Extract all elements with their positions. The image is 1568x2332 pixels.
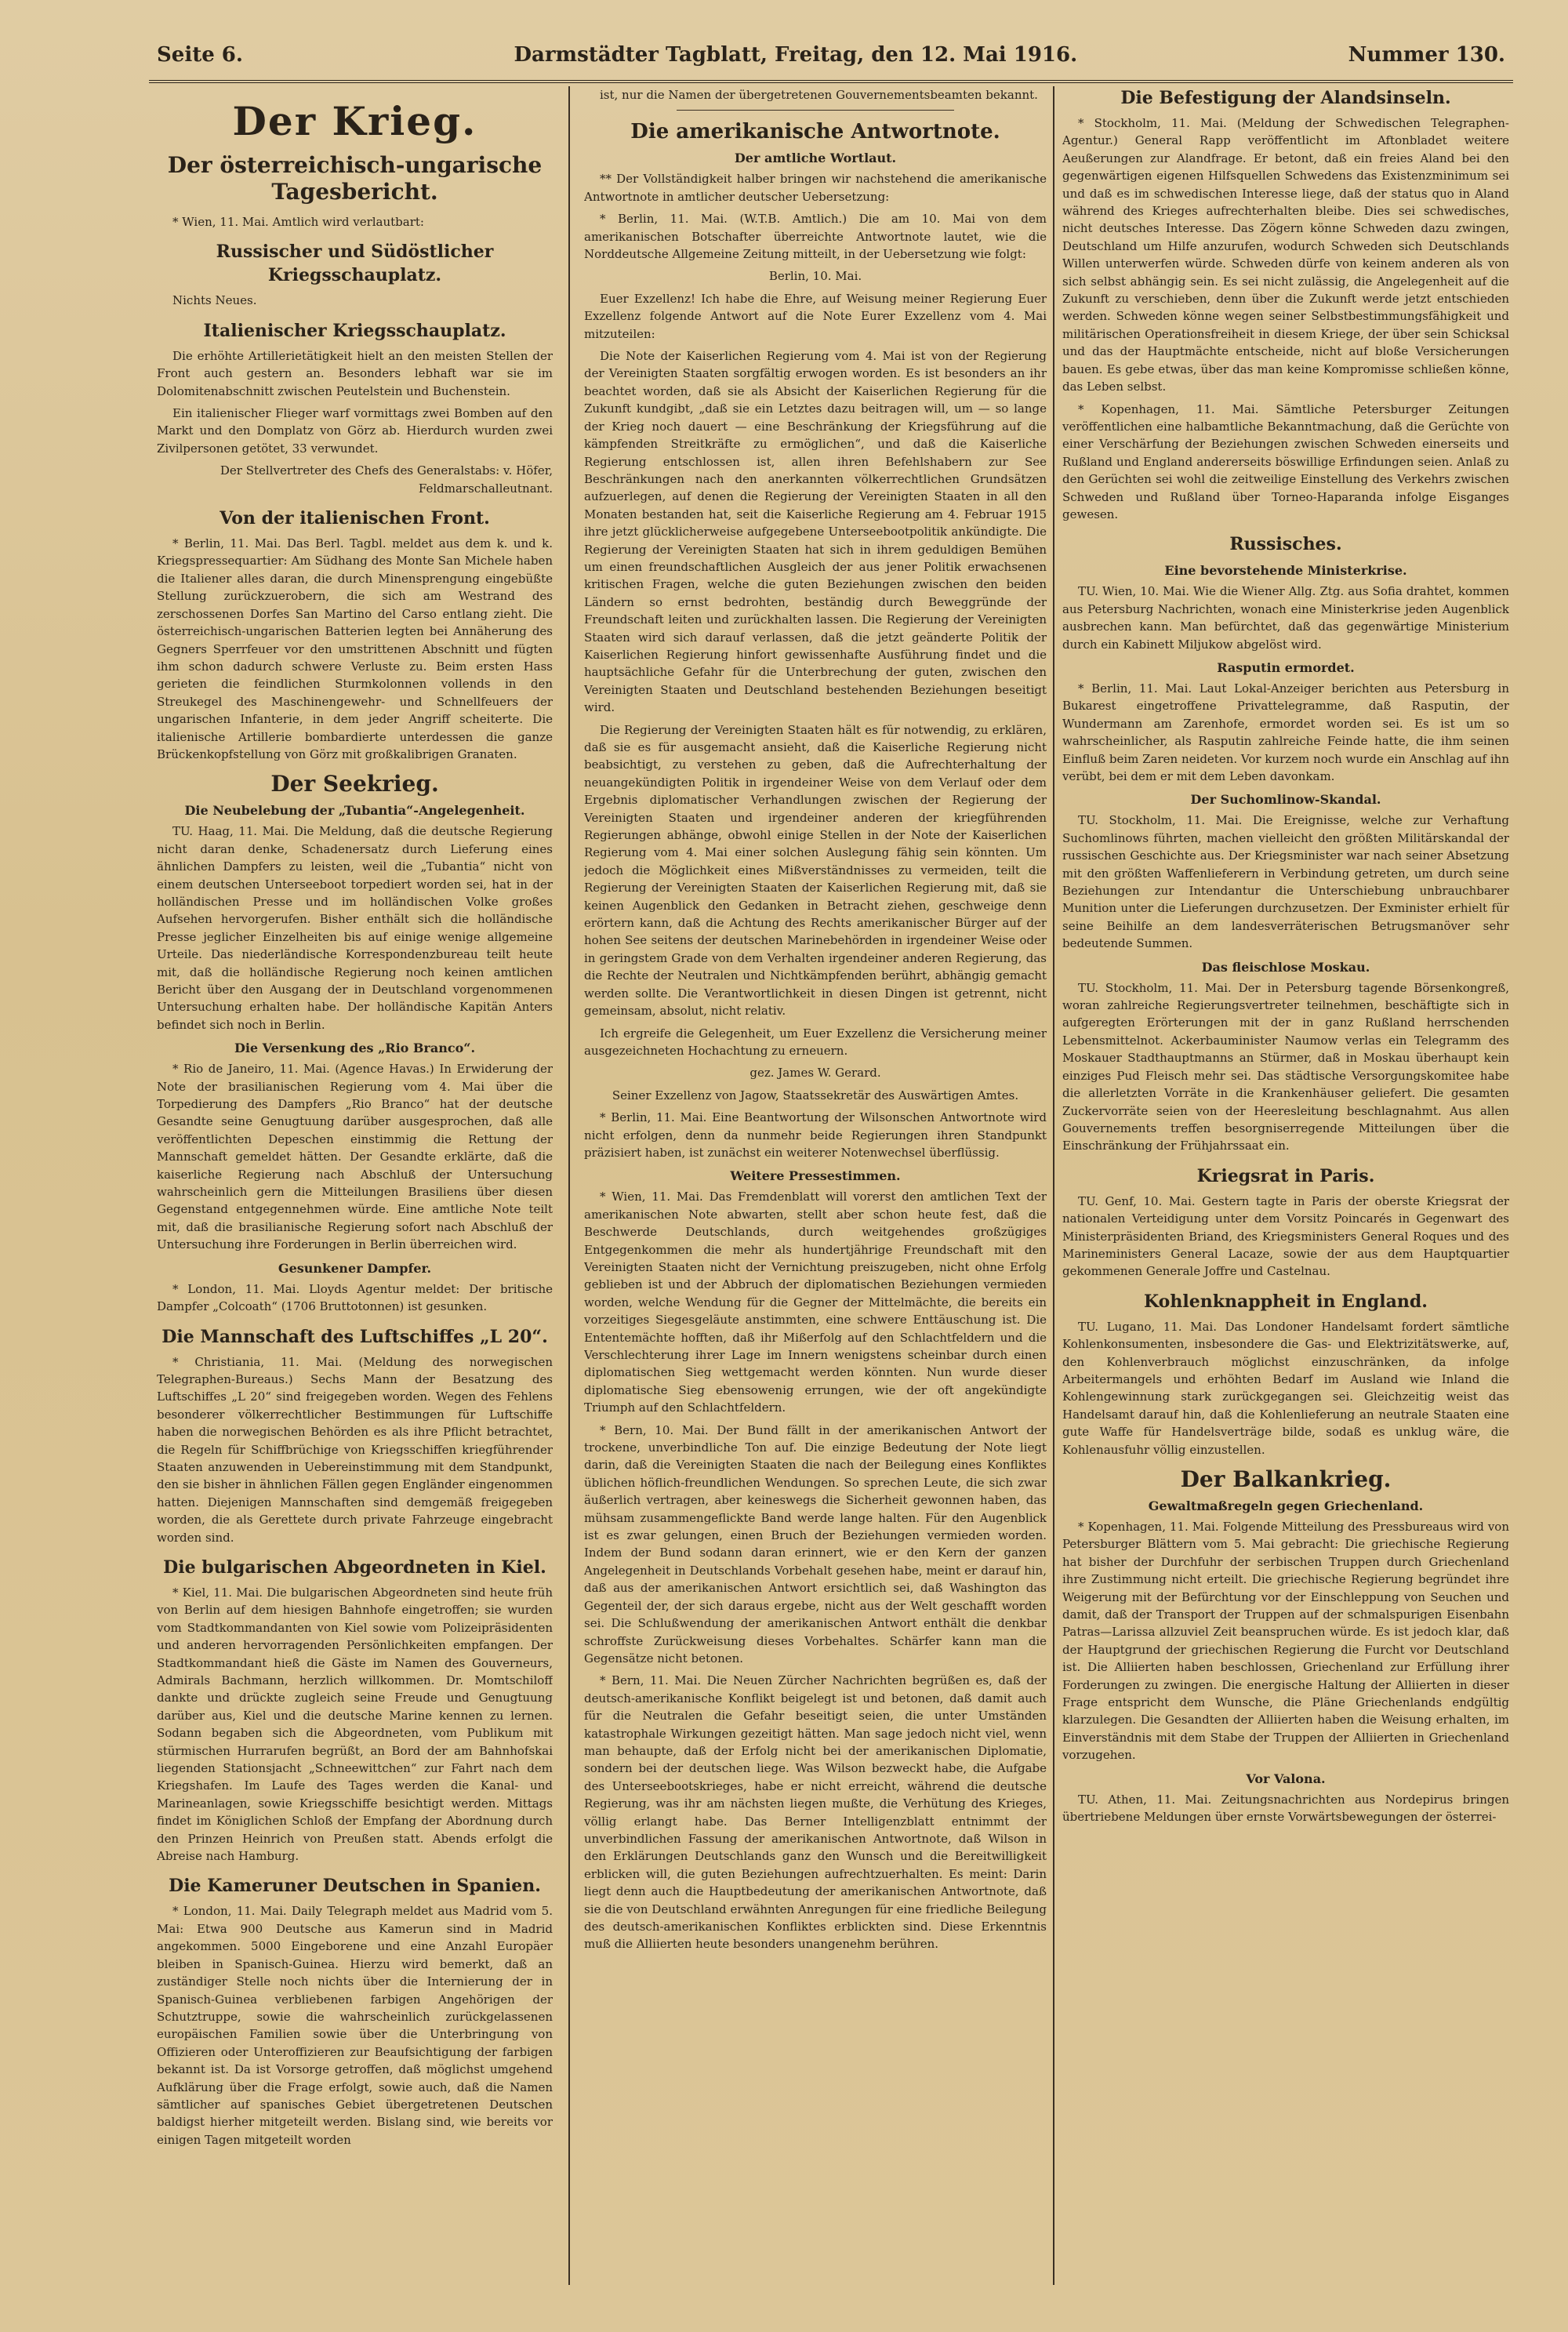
paragraph: * Bern, 11. Mai. Die Neuen Zürcher Nachrichten begrüßen es, daß der deutsch-amerikanische Konflikt beigelegt ist und betonen, daß damit auch für die Neutralen die Gefahr beseitigt seien, die unter Umständen katastrophale Wirkungen gezeitigt hätten. Man sage jedoch nicht viel, wenn man behaupte, daß der Erfolg nicht bei der amerikanischen Diplomatie, sondern bei der deutschen liege. Was Wilson bezweckt habe, die Aufgabe des Unterseebootskrieges, habe er nicht erreicht, während die deutsche Regierung, was ihr am nächsten liegen mußte, die Verhütung des Krieges, völlig erlangt habe. Das Berner Intelligenzblatt entnimmt der unverbindlichen Fassung der amerikanischen Antwortnote, daß Wilson in den Erklärungen Deutschlands ganz den Wunsch und die Bereitwilligkeit erblicken will, die guten Beziehungen aufrechtzuerhalten. Es meint: Darin liegt denn auch die Hauptbedeutung der amerikanischen Antwortnote, daß sie die von Deutschland erwähnten Anregungen für eine friedliche Beilegung des deutsch-amerikanischen Konfliktes erblickten sind. Diese Erkenntnis muß die Alliierten heute besonders unangenehm berühren. [584, 1673, 1047, 1952]
column-1 [157, 86, 553, 2293]
paragraph: Die Regierung der Vereinigten Staaten hält es für notwendig, zu erklären, daß sie es für ausgemacht ansieht, daß die Kaiserliche Regierung nicht beabsichtigt, zu verstehen zu geben, daß die Aufrechterhaltung der neuangekündigten Politik in irgendeiner Weise von dem Verlauf oder dem Ergebnis diplomatischer Verhandlungen zwischen der Regierung der Vereinigten Staaten und irgendeiner anderen der kriegführenden Regierungen abhänge, obwohl einige Stellen in der Note der Kaiserlichen Regierung vom 4. Mai einer solchen Auslegung fähig sein könnten. Um jedoch die Möglichkeit eines Mißverständnisses zu vermeiden, teilt die Regierung der Vereinigten Staaten der Kaiserlichen Regierung mit, daß sie keinen Augenblick den Gedanken in Betracht ziehen, geschweige denn erörtern kann, daß die Achtung des Rechts amerikanischer Bürger auf der hohen See seitens der deutschen Marinebehörden in irgendeiner Weise oder in geringstem Grade von dem Verhalten irgendeiner anderen Regierung, das die Rechte der Neutralen und Nichtkämpfenden berührt, abhängig gemacht werden sollte. Die Verantwortlichkeit in diesen Dingen ist getrennt, nicht gemeinsam, absolut, nicht relativ. [584, 722, 1047, 1019]
section-heading: Die Befestigung der Alandsinseln. [1120, 88, 1451, 108]
paragraph: * Wien, 11. Mai. Das Fremdenblatt will vorerst den amtlichen Text der amerikanischen Note abwarten, stellt aber schon heute fest, daß die Beschwerde Deutschlands, durch weitgehendes großzügiges Entgegenkommen die mehr als hundertjährige Freundschaft mit den Vereinigten Staaten nicht der Vernichtung preiszugeben, nicht ohne Erfolg geblieben ist und der Abbruch der diplomatischen Beziehungen vermieden worden, welche Wendung für die Gegner der Mittelmächte, die bereits ein vorzeitiges Siegesgeläute anstimmten, eine schwere Enttäuschung ist. Die Ententemächte hofften, daß ihr Mißerfolg auf den Schlachtfeldern und die Verschlechterung ihrer Lage im Innern wenigstens scheinbar durch einen diplomatischen Sieg wettgemacht werden könnten. Nun wurde dieser diplomatische Sieg ebensowenig errungen, wie der oft angekündigte Triumph auf den Schlachtfeldern. [584, 1190, 1047, 1415]
paragraph: Ich ergreife die Gelegenheit, um Euer Exzellenz die Versicherung meiner ausgezeichneten Hochachtung zu erneuern. [584, 1026, 1047, 1058]
subsection-heading: Gewaltmaßregeln gegen Griechenland. [1148, 1498, 1424, 1513]
column-2 [584, 86, 1047, 2293]
subsection-heading: Eine bevorstehende Ministerkrise. [1164, 563, 1407, 579]
paragraph: * Rio de Janeiro, 11. Mai. (Agence Havas.) In Erwiderung der Note der brasilianischen Regierung vom 4. Mai über die Torpedierung des Dampfers „Rio Branco“ hat der deutsche Gesandte seine Genugtuung darüber ausgesprochen, daß alle veröffentlichten Depeschen einstimmig die Rettung der Mannschaft gemeldet hätten. Der Gesandte erklärte, daß die kaiserliche Regierung nach Abschluß der Untersuchung wahrscheinlich gern die Mitteilungen Brasiliens über diesen Gegenstand entgegennehmen würde. Eine amtliche Note teilt mit, daß die brasilianische Regierung sofort nach Abschluß der Untersuchung ihre Forderungen in Berlin überreichen wird. [157, 1062, 553, 1252]
paragraph: ist, nur die Namen der übergetretenen Gouvernementsbeamten bekannt. [600, 88, 1038, 102]
main-headline: Der Krieg. [232, 98, 477, 144]
section-heading: Russischer und Südöstlicher Kriegsschauplatz. [216, 242, 494, 286]
section-heading: Die bulgarischen Abgeordneten in Kiel. [163, 1556, 546, 1578]
addressee: Seiner Exzellenz von Jagow, Staatssekretär des Auswärtigen Amtes. [612, 1088, 1019, 1102]
signature: gez. James W. Gerard. [750, 1066, 881, 1081]
page-number: Seite 6. [157, 43, 243, 67]
paragraph: * Kopenhagen, 11. Mai. Sämtliche Petersburger Zeitungen veröffentlichen eine halbamtliche Bekanntmachung, daß die Gerüchte von einer Verschärfung der Beziehungen zwischen Schweden einerseits und Rußland und England andererseits böswillige Erfindungen seien. Anlaß zu den Gerüchten sei wohl die zeitweilige Einstellung des Verkehrs zwischen Schweden und Rußland über Torneo-Haparanda infolge Eisganges gewesen. [1062, 401, 1509, 521]
section-heading: Der Seekrieg. [270, 771, 439, 797]
paragraph: * Kiel, 11. Mai. Die bulgarischen Abgeordneten sind heute früh von Berlin auf dem hiesigen Bahnhofe eingetroffen; sie wurden vom Stadtkommandanten von Kiel sowie vom Polizeipräsidenten und anderen hervorragenden Persönlichkeiten empfangen. Der Stadtkommandant hieß die Gäste im Namen des Gouverneurs, Admirals Bachmann, herzlich willkommen. Dr. Momtschiloff dankte und drückte zugleich seine Freude und Genugtuung darüber aus, Kiel und die deutsche Marine kennen zu lernen. Sodann begaben sich die Abgeordneten, vom Publikum mit stürmischen Hurrarufen begrüßt, an Bord der am Bahnhofskai liegenden Stationsjacht „Schneewittchen“ zur Fahrt nach dem Kriegshafen. Im Laufe des Tages werden die Kanal- und Marineanlagen, sowie Kriegsschiffe besichtigt werden. Mittags findet im Königlichen Schloß der Empfang der Abordnung durch den Prinzen Heinrich von Preußen statt. Abends erfolgt die Abreise nach Hamburg. [157, 1585, 553, 1864]
section-heading: Die amerikanische Antwortnote. [630, 120, 1000, 144]
section-heading: Italienischer Kriegsschauplatz. [203, 320, 506, 341]
paragraph: * London, 11. Mai. Lloyds Agentur meldet: Der britische Dampfer „Colcoath“ (1706 Bruttotonnen) ist gesunken. [157, 1281, 553, 1314]
sub-headline: Der österreichisch-ungarische Tagesbericht. [167, 152, 543, 205]
subsection-heading: Die Neubelebung der „Tubantia“-Angelegenheit. [184, 803, 525, 819]
subsection-heading: Die Versenkung des „Rio Branco“. [234, 1041, 476, 1056]
paragraph: * Berlin, 11. Mai. (W.T.B. Amtlich.) Die am 10. Mai von dem amerikanischen Botschafter überreichte Antwortnote lautet, wie die Norddeutsche Allgemeine Zeitung mitteilt, in der Uebersetzung wie folgt: [584, 212, 1047, 262]
section-heading: Von der italienischen Front. [220, 508, 490, 529]
paragraph: * Bern, 10. Mai. Der Bund fällt in der amerikanischen Antwort der trockene, unverbindliche Ton auf. Die einzige Bedeutung der Note liegt darin, daß die Vereinigten Staaten die nach der Beilegung eines Konfliktes üblichen höflich-freundlichen Wendungen. So sprechen Leute, die sich zwar äußerlich vertragen, aber keineswegs die Sicherheit gewonnen haben, das mühsam zusammengeflickte Band werde lange halten. Für den Augenblick ist es zwar gelungen, einen Bruch der Beziehungen vermieden worden. Indem der Bund sodann daran erinnert, wie er den Kern der ganzen Angelegenheit in Deutschlands Vorbehalt gesehen habe, meint er darauf hin, daß aus der amerikanischen Antwort ersichtlich sei, daß Washington das Gegenteil der, der sich daraus ergebe, nicht aus der Welt geschafft worden sei. Die Schlußwendung der amerikanischen Antwort enthält die denkbar schroffste Zurückweisung dieses Vorbehaltes. Schärfer kann man die Gegensätze nicht betonen. [584, 1422, 1047, 1665]
paragraph: Euer Exzellenz! Ich habe die Ehre, auf Weisung meiner Regierung Euer Exzellenz folgende Antwort auf die Note Eurer Exzellenz vom 4. Mai mitzuteilen: [584, 291, 1047, 341]
dateline: Berlin, 10. Mai. [768, 269, 862, 284]
paragraph: * Kopenhagen, 11. Mai. Folgende Mitteilung des Pressbureaus wird von Petersburger Blättern vom 5. Mai gebracht: Die griechische Regierung hat bisher der Durchfuhr der serbischen Truppen durch Griechenland ihre Zustimmung nicht erteilt. Die griechische Regierung begründet ihre Weigerung mit der Befürchtung vor der Einschleppung von Seuchen und damit, daß der Transport der Truppen auf der schmalspurigen Eisenbahn Patras—Larissa allzuviel Zeit beanspruchen würde. Es ist jedoch klar, daß der Hauptgrund der griechischen Regierung die Furcht vor Deutschland ist. Die Alliierten haben beschlossen, Griechenland zur Erfüllung ihrer Forderungen zu zwingen. Die energische Haltung der Alliierten in dieser Frage entspricht dem Wunsche, die Pläne Griechenlands endgültig klarzulegen. Die Gesandten der Alliierten haben die Weisung erhalten, im Einverständnis mit dem Stabe der Truppen der Alliierten in Griechenland vorzugehen. [1062, 1520, 1509, 1763]
subsection-heading: Weitere Pressestimmen. [730, 1168, 901, 1184]
issue-number: Nummer 130. [1348, 43, 1505, 67]
paragraph: Die Note der Kaiserlichen Regierung vom 4. Mai ist von der Regierung der Vereinigten Staaten sorgfältig erwogen worden. Es ist besonders an ihr beachtet worden, daß sie als Absicht der Kaiserlichen Regierung für die Zukunft kundgibt, „daß sie ein Letztes dazu beitragen will, um — so lange der Krieg noch dauert — eine Beschränkung der Kriegsführung auf die kämpfenden Streitkräfte zu ermöglichen“, und daß die Kaiserliche Regierung entschlossen ist, allen ihren Befehlshabern zur See Beschränkungen nach den anerkannten völkerrechtlichen Grundsätzen aufzuerlegen, auf denen die Regierung der Vereinigten Staaten in all den Monaten bestanden hat, seit die Kaiserliche Regierung am 4. Februar 1915 ihre jetzt glücklicherweise aufgegebene Unterseebootpolitik ankündigte. Die Regierung der Vereinigten Staaten hat sich in ihrem geduldigen Bemühen um einen freundschaftlichen Ausgleich der aus jener Politik erwachsenen kritischen Fragen, welche die guten Beziehungen zwischen den beiden Ländern so ernst bedrohten, beständig durch Beweggründe der Freundschaft leiten und zurückhalten lassen. Die Regierung der Vereinigten Staaten wird sich darauf verlassen, daß die jetzt geänderte Politik der Kaiserlichen Regierung hinfort gewissenhafte Ausführung findet und die hauptsächliche Gefahr für die Unterbrechung der guten, zwischen den Vereinigten Staaten und Deutschland bestehenden Beziehungen beseitigt wird. [584, 349, 1047, 715]
signature: Der Stellvertreter des Chefs des Generalstabs: v. Höfer, Feldmarschalleutnant. [220, 463, 553, 496]
column-3 [1062, 86, 1509, 2293]
header-rule [149, 80, 1513, 83]
subsection-heading: Rasputin ermordet. [1217, 659, 1355, 675]
paragraph: * Berlin, 11. Mai. Laut Lokal-Anzeiger berichten aus Petersburg in Bukarest eingetroffene Privattelegramme, daß Rasputin, der Wundermann am Zarenhofe, ermordet worden sei. Es ist um so wahrscheinlicher, als Rasputin zahlreiche Feinde hatte, die ihm seinen Einfluß beim Zaren neideten. Vor kurzem noch wurde ein Anschlag auf ihn verübt, bei dem er mit dem Leben davonkam. [1062, 681, 1509, 783]
section-heading: Russisches. [1229, 534, 1342, 555]
paragraph: TU. Lugano, 11. Mai. Das Londoner Handelsamt fordert sämtliche Kohlenkonsumenten, insbesondere die Gas- und Elektrizitätswerke, auf, den Kohlenverbrauch möglichst einzuschränken, da infolge Arbeitermangels und erhöhten Bedarf im Ausland wie Inland die Kohlengewinnung stark zurückgegangen sei. Gleichzeitig weist das Handelsamt darauf hin, daß die Kohlenlieferung an neutrale Staaten eine gute Waffe für Handelsverträge bilde, sodaß es unklug wäre, die Kohlenausfuhr völlig einzustellen. [1062, 1319, 1509, 1457]
paragraph: TU. Athen, 11. Mai. Zeitungsnachrichten aus Nordepirus bringen übertriebene Meldungen über ernste Vorwärtsbewegungen der österrei- [1062, 1792, 1509, 1825]
section-heading: Der Balkankrieg. [1180, 1466, 1392, 1492]
paragraph: * Berlin, 11. Mai. Das Berl. Tagbl. meldet aus dem k. und k. Kriegspressequartier: Am Südhang des Monte San Michele haben die Italiener alles daran, die durch Minensprengung eingebüßte Stellung zurückzuerobern, die sich am Westrand des zerschossenen Dorfes San Martino del Carso entlang zieht. Die österreichisch-ungarischen Batterien legten bei Annäherung des Gegners Sperrfeuer vor den umstrittenen Abschnitt und fügten ihm schon dadurch schwere Verluste zu. Beim ersten Hass gerieten die feindlichen Sturmkolonnen vollends in den Streukegel des Maschinengewehr- und Schnellfeuers der ungarischen Infanterie, in dem jeder Angriff scheiterte. Die italienische Artillerie bombardierte unterdessen die ganze Brückenkopfstellung von Görz mit großkalibrigen Granaten. [157, 536, 553, 761]
paragraph: * Berlin, 11. Mai. Eine Beantwortung der Wilsonschen Antwortnote wird nicht erfolgen, denn da nunmehr beide Regierungen ihren Standpunkt präzisiert haben, ist zunächst ein weiterer Notenwechsel überflüssig. [584, 1110, 1047, 1160]
paragraph: Nichts Neues. [172, 293, 257, 308]
paragraph: Ein italienischer Flieger warf vormittags zwei Bomben auf den Markt und den Domplatz von Görz ab. Hierdurch wurden zwei Zivilpersonen getötet, 33 verwundet. [157, 406, 553, 456]
paragraph: * London, 11. Mai. Daily Telegraph meldet aus Madrid vom 5. Mai: Etwa 900 Deutsche aus Kamerun sind in Madrid angekommen. 5000 Eingeborene und eine Anzahl Europäer bleiben in Spanisch-Guinea. Hierzu wird bemerkt, daß an zuständiger Stelle noch nichts über die Internierung der in Spanisch-Guinea verbliebenen farbigen Angehörigen der Schutztruppe, sowie die wahrscheinlich zurückgelassenen europäischen Familien sowie über die Unterbringung von Offizieren oder Unteroffizieren zur Beaufsichtigung der farbigen bekannt ist. Da ist Vorsorge getroffen, daß möglichst umgehend Aufklärung über die Frage erfolgt, sowie auch, daß die Namen sämtlicher auf spanisches Gebiet übergetretenen Deutschen baldigst hierher mitgeteilt werden. Bislang sind, wie bereits vor einigen Tagen mitgeteilt worden [157, 1904, 553, 2147]
paragraph: TU. Genf, 10. Mai. Gestern tagte in Paris der oberste Kriegsrat der nationalen Verteidigung unter dem Vorsitz Poincarés in Gegenwart des Ministerpräsidenten Briand, des Kriegsministers General Roques und des Marineministers General Lacaze, sowie der aus dem Hauptquartier gekommenen Generale Joffre und Castelnau. [1062, 1193, 1509, 1279]
paragraph: TU. Wien, 10. Mai. Wie die Wiener Allg. Ztg. aus Sofia drahtet, kommen aus Petersburg Nachrichten, wonach eine Ministerkrise jeden Augenblick ausbrechen kann. Man befürchtet, daß das gegenwärtige Ministerium durch ein Kabinett Miljukow abgelöst wird. [1062, 584, 1509, 652]
paragraph: TU. Haag, 11. Mai. Die Meldung, daß die deutsche Regierung nicht daran denke, Schadenersatz durch Lieferung eines ähnlichen Dampfers zu leisten, weil die „Tubantia“ nicht von einem deutschen Unterseeboot torpediert worden sei, hat in der holländischen Presse und im holländischen Volke großes Aufsehen hervorgerufen. Bisher enthält sich die holländische Presse jeglicher Einzelheiten bis auf einige wenige allgemeine Urteile. Das niederländische Korrespondenzbureau teilt heute mit, daß die holländische Regierung noch keinen amtlichen Bericht über den Ausgang der in Deutschland vorgenommenen Untersuchung erhalten habe. Der holländische Kapitän Anters befindet sich noch in Berlin. [157, 824, 553, 1032]
newspaper-title-line: Darmstädter Tagblatt, Freitag, den 12. Mai 1916. [514, 43, 1078, 67]
paragraph: Die erhöhte Artillerietätigkeit hielt an den meisten Stellen der Front auch gestern an. Besonders lebhaft war sie im Dolomitenabschnitt zwischen Peutelstein und Buchenstein. [157, 348, 553, 398]
paragraph: ** Der Vollständigkeit halber bringen wir nachstehend die amerikanische Antwortnote in amtlicher deutscher Uebersetzung: [584, 172, 1047, 204]
section-heading: Kohlenknappheit in England. [1144, 1291, 1428, 1312]
section-heading: Die Kameruner Deutschen in Spanien. [169, 1876, 541, 1897]
paragraph: * Christiania, 11. Mai. (Meldung des norwegischen Telegraphen-Bureaus.) Sechs Mann der Besatzung des Luftschiffes „L 20“ sind freigegeben worden. Wegen des Fehlens besonderer völkerrechtlicher Bestimmungen für Luftschiffe haben die norwegischen Behörden es als ihre Pflicht betrachtet, die Regeln für Schiffbrüchige von Kriegsschiffen kriegführender Staaten anzuwenden in Uebereinstimmung mit dem Standpunkt, den sie bisher in ähnlichen Fällen gegen Engländer eingenommen hatten. Diejenigen Mannschaften sind demgemäß freigegeben worden, die als Gerettete durch private Fahrzeuge eingebracht worden sind. [157, 1354, 553, 1545]
paragraph: * Stockholm, 11. Mai. (Meldung der Schwedischen Telegraphen-Agentur.) General Rapp veröffentlicht im Aftonbladet weitere Aeußerungen zur Alandfrage. Er betont, daß ein freies Aland bei den gegenwärtigen eigenen Hilfsquellen Schwedens das Existenzminimum sei und daß es im schwedischen Interesse liege, daß der status quo in Aland während des Krieges aufrechterhalten bleibe. Dies sei schwedisches, nicht deutsches Interesse. Das Zögern könne Schweden dazu zwingen, Deutschland um Hilfe anzurufen, wodurch Schweden sich Deutschlands Willen unterwerfen würde. Schweden dürfe von keinem anderen als von sich selbst abhängig sein. Es sei nicht zulässig, die Angelegenheit auf die Zukunft zu verschieben, denn über die Zukunft werde jetzt entschieden werden. Schweden könne wegen seiner Selbstbestimmungsfähigkeit und militärischen Operationsfreiheit in diesem Kriege, der über sein Schicksal und das der Hauptmächte entscheide, nicht auf bloße Versicherungen bauen. Es gebe etwas, über das man keine Kompromisse schließen könne, das Leben selbst. [1062, 116, 1509, 394]
column-divider [568, 86, 570, 2285]
paragraph: * Wien, 11. Mai. Amtlich wird verlautbart: [172, 215, 424, 229]
section-heading: Die Mannschaft des Luftschiffes „L 20“. [162, 1326, 548, 1347]
subsection-heading: Gesunkener Dampfer. [278, 1260, 432, 1276]
page-header [157, 31, 1505, 78]
section-heading: Kriegsrat in Paris. [1196, 1165, 1375, 1186]
paragraph: TU. Stockholm, 11. Mai. Der in Petersburg tagende Börsenkongreß, woran zahlreiche Regierungsvertreter teilnehmen, beschäftigte sich in aufgeregten Erörterungen mit der in ganz Rußland herrschenden Lebensmittelnot. Ackerbauminister Naumow verlas ein Telegramm des Moskauer Stadthauptmanns an Stürmer, daß in Moskau überhaupt kein einziges Pud Fleisch mehr sei. Das städtische Versorgungskomitee habe die allerletzten Vorräte in die Krankenhäuser geliefert. Die gesamten Zuckervorräte seien von der Heeresleitung beschlagnahmt. Aus allen Gouvernements treffen besorgniserregende Mitteilungen über die Einschränkung der Frühjahrssaat ein. [1062, 980, 1509, 1153]
subsection-heading: Vor Valona. [1246, 1771, 1326, 1786]
subsection-heading: Das fleischlose Moskau. [1201, 959, 1370, 975]
separator [677, 110, 954, 111]
subsection-heading: Der amtliche Wortlaut. [734, 151, 897, 166]
subsection-heading: Der Suchomlinow-Skandal. [1190, 792, 1381, 808]
column-divider [1053, 86, 1054, 2285]
paragraph: TU. Stockholm, 11. Mai. Die Ereignisse, welche zur Verhaftung Suchomlinows führten, machen vielleicht den größten Militärskandal der russischen Geschichte aus. Der Kriegsminister war nach seiner Absetzung mit den größten Waffenlieferern in Verbindung getreten, um durch seine Beziehungen zur Intendantur die Unterschiebung unbrauchbarer Munition unter die Lieferungen durchzusetzen. Der Exminister erhielt für seine Beihilfe an dem landesverräterischen Betrugsmanöver sehr bedeutende Summen. [1062, 813, 1509, 951]
